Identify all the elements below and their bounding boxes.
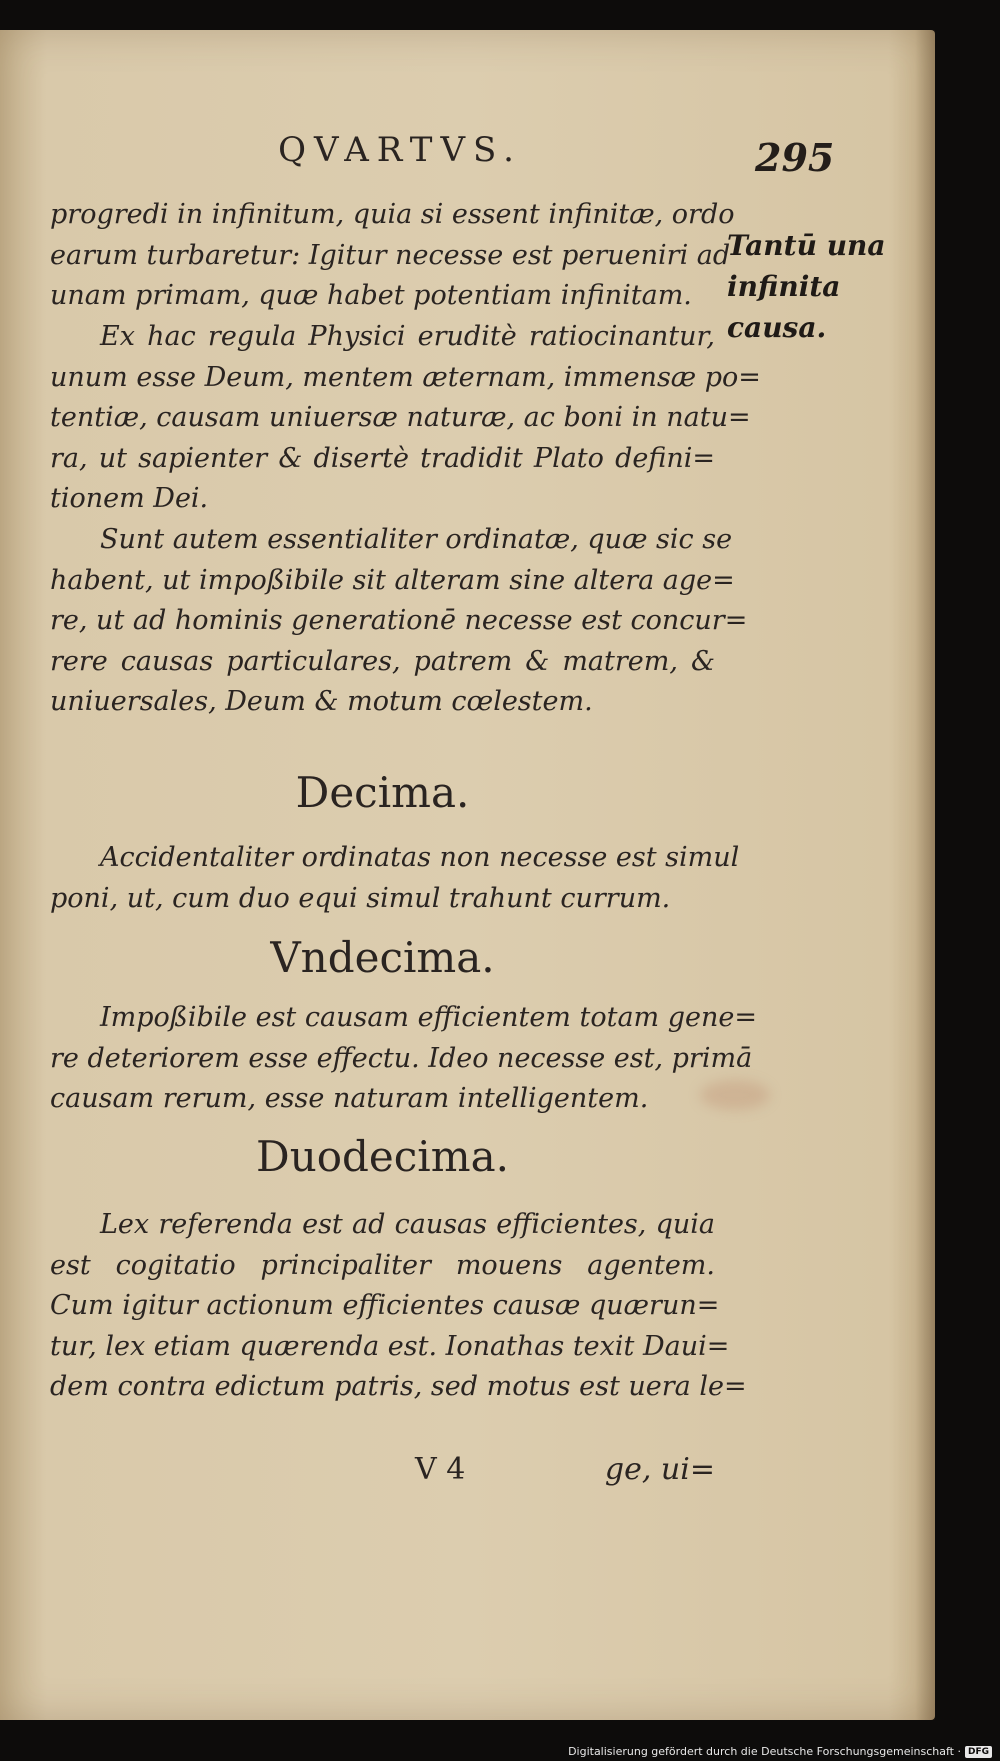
text-line: habent, ut impoßibile sit alteram sine altera age= xyxy=(50,564,735,596)
text-line: dem contra edictum patris, sed motus est uera le= xyxy=(50,1371,747,1402)
dfg-logo: DFG xyxy=(965,1746,992,1758)
margin-note-line: causa. xyxy=(727,311,827,344)
text-line: rere causas particulares, patrem & matrem, & xyxy=(50,645,715,677)
text-line: tentiæ, causam uniuersæ naturæ, ac boni in natu= xyxy=(50,402,751,433)
paper-stain xyxy=(700,1080,770,1110)
text-line: Ex hac regula Physici eruditè ratiocinantur, xyxy=(100,321,715,352)
catchword: ge, ui= xyxy=(604,1452,715,1487)
paragraph-undecima xyxy=(50,998,757,1120)
text-line: Impoßibile est causam efficientem totam gene= xyxy=(100,1002,757,1033)
text-line: unum esse Deum, mentem æternam, immensæ po= xyxy=(50,361,761,393)
text-line: tionem Dei. xyxy=(50,483,209,514)
margin-note-line: infinita xyxy=(727,270,841,303)
heading-duodecima: Duodecima. xyxy=(256,1132,509,1181)
book-page xyxy=(0,30,935,1720)
text-line: unam primam, quæ habet potentiam infinitam. xyxy=(50,280,692,311)
heading-undecima: Vndecima. xyxy=(270,933,495,982)
text-line: earum turbaretur: Igitur necesse est perueniri ad xyxy=(50,239,731,271)
text-line: Lex referenda est ad causas efficientes, quia xyxy=(100,1209,715,1240)
paragraph-ex-hac-regula xyxy=(50,317,761,520)
margin-note xyxy=(727,225,887,348)
text-line: est cogitatio principaliter mouens agentem. xyxy=(50,1249,715,1281)
signature-mark: V 4 xyxy=(415,1452,466,1487)
text-line: tur, lex etiam quærenda est. Ionathas texit Daui= xyxy=(50,1330,730,1362)
text-line: re deteriorem esse effectu. Ideo necesse est, primā xyxy=(50,1042,753,1074)
paragraph-duodecima xyxy=(50,1205,747,1408)
heading-decima: Decima. xyxy=(295,768,470,817)
digitization-credit xyxy=(568,1745,992,1758)
text-line: causam rerum, esse naturam intelligentem. xyxy=(50,1083,649,1114)
credit-text: Digitalisierung gefördert durch die Deutsche Forschungsgemeinschaft · xyxy=(568,1745,961,1758)
margin-note-line: Tantū una xyxy=(727,229,886,262)
text-line: Accidentaliter ordinatas non necesse est simul xyxy=(100,842,740,873)
text-line: Sunt autem essentialiter ordinatæ, quæ sic se xyxy=(100,524,733,555)
text-line: ra, ut sapienter & disertè tradidit Plato defini= xyxy=(50,442,715,474)
paragraph-decima xyxy=(50,838,740,919)
paragraph-continuation xyxy=(50,195,735,317)
page-number: 295 xyxy=(755,135,835,180)
text-line: progredi in infinitum, quia si essent infinitæ, ordo xyxy=(50,199,735,230)
paragraph-sunt-autem xyxy=(50,520,748,723)
text-line: uniuersales, Deum & motum cœlestem. xyxy=(50,686,593,717)
text-line: poni, ut, cum duo equi simul trahunt currum. xyxy=(50,882,671,914)
running-head: QVARTVS. xyxy=(278,130,522,170)
text-line: re, ut ad hominis generationē necesse est concur= xyxy=(50,605,748,636)
text-line: Cum igitur actionum efficientes causæ quærun= xyxy=(50,1290,720,1321)
